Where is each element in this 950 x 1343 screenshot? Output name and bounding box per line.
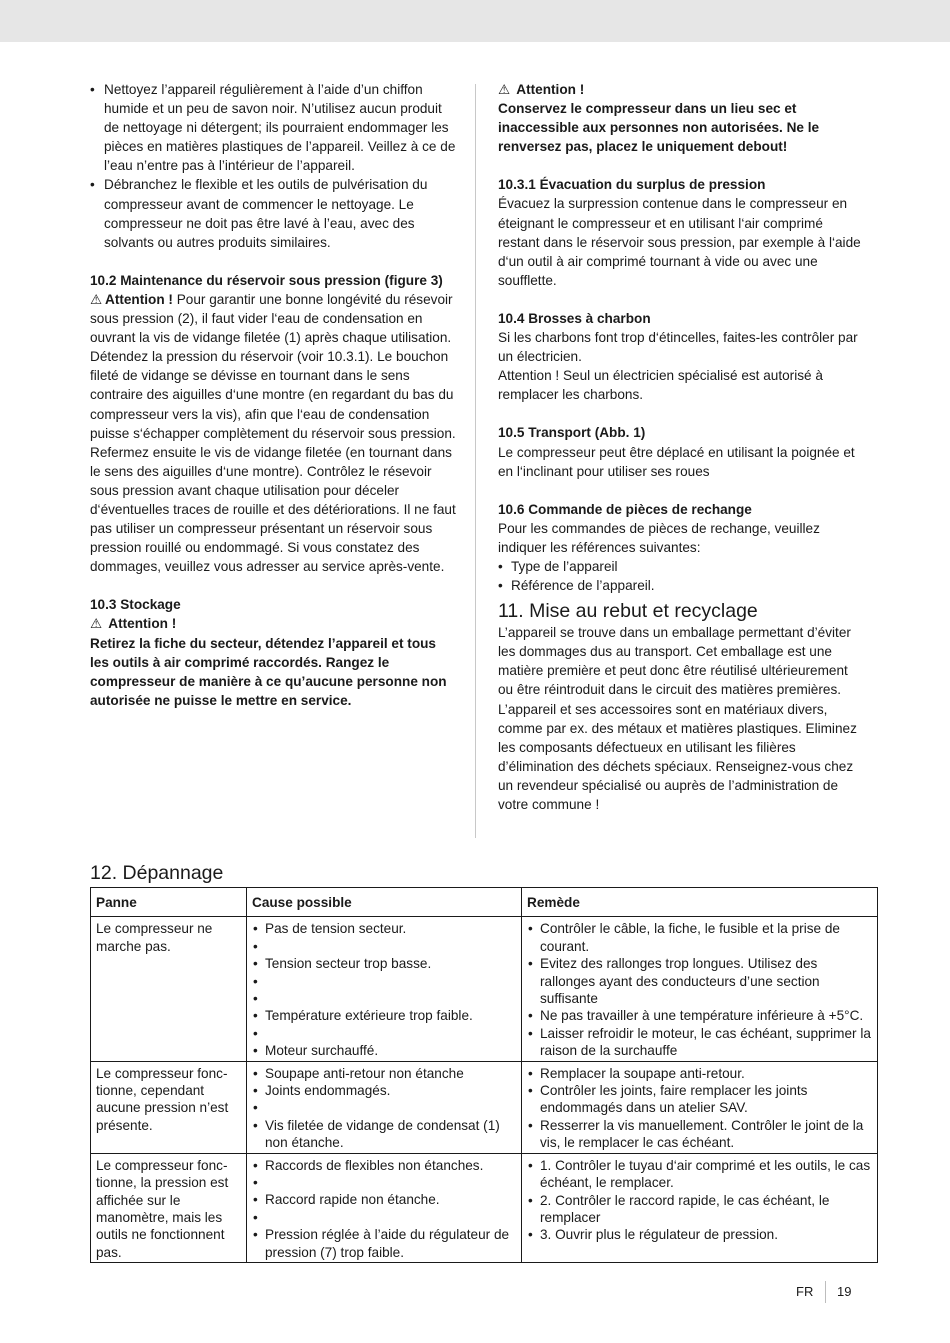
warning-triangle-icon: ⚠ — [498, 82, 511, 97]
list-item: • Ne pas travailler à une température inférieure à +5°C. — [527, 1007, 872, 1024]
paragraph: Le compresseur peut être déplacé en utilisant la poignée et en l‘inclinant pour utiliser ses roues — [498, 444, 855, 479]
column-header-remede: Remède — [522, 888, 878, 917]
paragraph: Attention ! Seul un électricien spécialisé est autorisé à remplacer les charbons. — [498, 368, 823, 403]
panne-cell: Le compresseur fonctionne, la pression est affichée sur le manomètre, mais les outils ne fonctionnent pas. — [91, 1153, 247, 1262]
list-item: • Soupape anti-retour non étanche — [252, 1065, 516, 1082]
table-header-row — [91, 888, 878, 917]
list-item: • Contrôler le câble, la fiche, le fusible et la prise de courant. — [527, 920, 872, 955]
section-heading-12: 12. Dépannage — [90, 862, 224, 884]
section-heading-10-3: 10.3 Stockage — [90, 597, 181, 613]
list-item: • Vis filetée de vidange de condensat (1) non étanche. — [252, 1117, 516, 1152]
remede-cell — [522, 1153, 878, 1262]
attention-label: Attention ! — [516, 82, 585, 97]
list-item: • Resserrer la vis manuellement. Contrôler le joint de la vis, le remplacer le cas échéant. — [527, 1117, 872, 1152]
panne-cell: Le compresseur fonctionne, cependant aucune pression n’est présente. — [91, 1061, 247, 1153]
section-10-3-text: Retirez la fiche du secteur, détendez l’appareil et tous les outils à air comprimé raccordés. Rangez le compresseur de manière à ce qu’aucune personne non autorisée ne puisse le mettre en service. — [90, 635, 447, 708]
warning-triangle-icon: ⚠ — [90, 291, 103, 307]
warning-triangle-icon: ⚠ — [90, 616, 103, 632]
section-10-2-text — [90, 290, 456, 576]
list-item: • Température extérieure trop faible. — [252, 1007, 516, 1024]
list-item: • Raccord rapide non étanche. — [252, 1191, 516, 1208]
troubleshooting-table — [90, 887, 878, 1263]
cause-cell — [247, 917, 522, 1061]
table-row — [91, 917, 878, 1061]
section-heading-10-4: 10.4 Brosses à charbon — [498, 310, 651, 326]
paragraph: L’appareil se trouve dans un emballage permettant d’éviter les dommages dus au transport. Cet emballage est une matière première et peut donc être réutilisé ultérieurement ou être réintroduit dans le circuit des matières premières. L’appareil et ses accessoires sont en matériaux divers, comme par ex. des métaux et matières plastiques. Eliminez les composants défectueux en utilisant les filières d’élimination des déchets spéciaux. Renseignez-vous chez un revendeur spécialisé ou auprès de l’administration de votre commune ! — [498, 625, 857, 812]
section-heading-11: 11. Mise au rebut et recyclage — [498, 600, 758, 623]
list-item: • Référence de l’appareil. — [498, 576, 864, 595]
cause-cell — [247, 1061, 522, 1153]
section-heading-10-3-1: 10.3.1 Évacuation du surplus de pression — [498, 177, 766, 193]
list-item: • Raccords de flexibles non étanches. — [252, 1157, 516, 1174]
paragraph: Évacuez la surpression contenue dans le compresseur en éteignant le compresseur et en utilisant l‘air comprimé restant dans le réservoir sous pression, par exemple à l‘aide d‘un outil à air comprimé tournant à vide ou avec une soufflette. — [498, 196, 861, 288]
list-item: • 2. Contrôler le raccord rapide, le cas échéant, le remplacer — [527, 1192, 872, 1227]
spacer — [252, 1025, 516, 1042]
attention-line — [90, 614, 456, 633]
attention-label: Attention ! — [108, 616, 177, 632]
list-item: • Pression réglée à l’aide du régulateur de pression (7) trop faible. — [252, 1226, 516, 1261]
parts-list — [498, 557, 864, 595]
paragraph: Si les charbons font trop d‘étincelles, faites-les contrôler par un électricien. — [498, 330, 858, 365]
cause-cell — [247, 1153, 522, 1262]
list-item: • 3. Ouvrir plus le régulateur de pression. — [527, 1226, 872, 1243]
spacer — [252, 938, 516, 955]
list-item: • Laisser refroidir le moteur, le cas échéant, supprimer la raison de la surchauffe — [527, 1025, 872, 1060]
list-item: • Nettoyez l’appareil régulièrement à l’aide d’un chiffon humide et un peu de savon noir. N’utilisez aucun produit de nettoyage ni détergent; ils pourraient endommager les pièces en matières plastiques de l’appareil. Veillez à ce de l’eau n’entre pas à l’intérieur de l’appareil. — [90, 80, 456, 175]
spacer — [252, 1174, 516, 1191]
list-item: • Moteur surchauffé. — [252, 1042, 516, 1059]
paragraph: Pour les commandes de pièces de rechange, veuillez indiquer les références suivantes: — [498, 520, 820, 555]
attention-line — [498, 80, 864, 99]
column-divider — [475, 84, 476, 838]
list-item: • Type de l’appareil — [498, 557, 864, 576]
spacer — [252, 1209, 516, 1226]
list-item: • Débranchez le flexible et les outils de pulvérisation du compresseur avant de commencer le nettoyage. Le compresseur ne doit pas être lavé à l’eau, avec des solvants ou autres produits similaires. — [90, 175, 456, 251]
spacer — [252, 1099, 516, 1116]
language-code: FR — [796, 1284, 814, 1299]
list-item: • 1. Contrôler le tuyau d‘air comprimé et les outils, le cas échéant, le remplacer. — [527, 1157, 872, 1192]
spacer — [252, 973, 516, 990]
storage-warning-text: Conservez le compresseur dans un lieu sec et inaccessible aux personnes non autorisées. Ne le renversez pas, placez le uniquement debout! — [498, 101, 820, 155]
page-number: 19 — [837, 1284, 852, 1299]
panne-cell: Le compresseur ne marche pas. — [91, 917, 247, 1061]
remede-cell — [522, 917, 878, 1061]
list-item: • Joints endommagés. — [252, 1082, 516, 1099]
table-row — [91, 1061, 878, 1153]
table-row — [91, 1153, 878, 1262]
attention-label: Attention ! — [105, 291, 173, 307]
remede-cell — [522, 1061, 878, 1153]
list-item: • Pas de tension secteur. — [252, 920, 516, 937]
left-column — [90, 80, 456, 710]
column-header-panne: Panne — [91, 888, 247, 917]
section-heading-10-2: 10.2 Maintenance du réservoir sous pression (figure 3) — [90, 272, 443, 288]
list-item: • Remplacer la soupape anti-retour. — [527, 1065, 872, 1082]
right-column — [498, 80, 864, 814]
section-heading-10-6: 10.6 Commande de pièces de rechange — [498, 501, 752, 517]
column-header-cause: Cause possible — [247, 888, 522, 917]
top-bar — [0, 0, 950, 42]
footer-divider — [825, 1281, 826, 1303]
paragraph: Pour garantir une bonne longévité du résevoir sous pression (2), il faut vider l‘eau de condensation en ouvrant la vis de vidange filetée (1) après chaque utilisation. Détendez la pression du réservoir (voir 10.3.1). Le bouchon fileté de vidange se dévisse en tournant dans le sens contraire des aiguilles d‘une montre (en regardant du bas du compresseur vers la vis), afin que l‘eau de condensation puisse s‘échapper complètement du réservoir sous pression. Refermez ensuite le vis de vidange filetée (en tournant dans le sens des aiguilles d‘une montre). Contrôlez le résevoir sous pression avant chaque utilisation pour déceler d‘éventuelles traces de rouille et des détériorations. Il ne faut pas utiliser un compresseur présentant un réservoir sous pression rouillé ou endommagé. Si vous constatez des dommages, veuillez vous adresser au service après-vente. — [90, 291, 456, 575]
list-item: • Contrôler les joints, faire remplacer les joints endommagés dans un atelier SAV. — [527, 1082, 872, 1117]
list-item: • Tension secteur trop basse. — [252, 955, 516, 972]
list-item: • Evitez des rallonges trop longues. Utilisez des rallonges ayant des conducteurs d’une section suffisante — [527, 955, 872, 1007]
spacer — [252, 990, 516, 1007]
cleaning-list — [90, 80, 456, 252]
section-heading-10-5: 10.5 Transport (Abb. 1) — [498, 425, 646, 441]
